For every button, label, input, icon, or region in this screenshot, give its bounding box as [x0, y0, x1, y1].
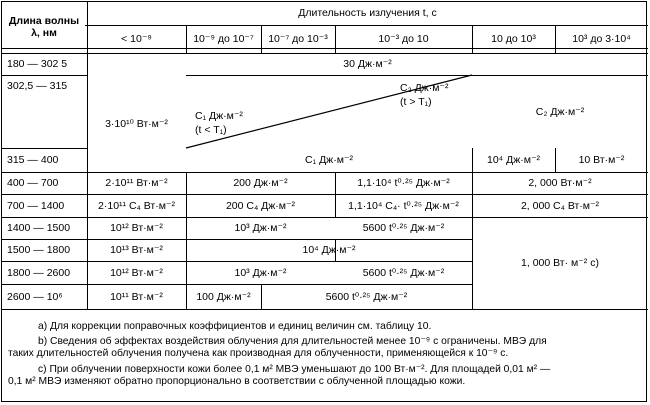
table-cell: 100 Дж·м⁻²	[196, 290, 251, 303]
footnote-a-text: а) Для коррекции поправочных коэффициентов и единиц величин см. таблицу 10.	[38, 321, 432, 332]
table-cell: 200 C₄ Дж·м⁻²	[225, 199, 296, 212]
table-cell: 1,1·10⁴ C₄· t⁰·²⁵ Дж·м⁻²	[348, 199, 459, 212]
table-cell: 10⁴ Дж·м⁻²	[302, 244, 356, 256]
table-cell: 2·10¹¹ C₄ Вт·м⁻²	[98, 199, 175, 212]
footnote-a	[8, 321, 644, 333]
header-duration: Длительность излучения t, с	[298, 7, 437, 19]
footnote-c	[8, 364, 644, 388]
row-wavelength: 1500 — 1800	[7, 244, 71, 256]
header-col-3: 10⁻⁷ до 10⁻³	[268, 33, 328, 45]
table-cell-c1-condition: (t < T₁)	[195, 124, 227, 136]
table-cell: 5600 t⁰·²⁵ Дж·м⁻²	[362, 266, 445, 279]
table-cell: 10¹² Вт·м⁻²	[110, 266, 163, 279]
row-wavelength: 2600 — 10⁶	[7, 290, 63, 303]
row-wavelength: 180 — 302 5	[7, 58, 68, 70]
table-cell: 5600 t⁰·²⁵ Дж·м⁻²	[325, 290, 408, 303]
row-wavelength: 700 — 1400	[7, 199, 65, 212]
header-wavelength-title: Длина волны	[8, 15, 80, 27]
table-cell: 2, 000 Вт·м⁻²	[528, 177, 592, 189]
table-cell: 10¹¹ Вт·м⁻²	[110, 290, 163, 303]
header-col-6: 10³ до 3·10⁴	[572, 33, 631, 45]
footnote-b	[8, 336, 644, 360]
table-cell-c2-label: C₂ Дж·м⁻²	[400, 82, 449, 94]
header-col-1: < 10⁻⁹	[121, 33, 152, 45]
footnote-b-line-1: b) Сведения об эффектах воздействия облучения для длительностей менее 10⁻⁹ с ограничены. МВЭ для	[38, 336, 547, 347]
table-cell-c2-condition: (t > T₁)	[400, 96, 432, 108]
header-wavelength-unit: λ, нм	[31, 27, 57, 39]
footnote-c-line-1: с) При облучении поверхности кожи более 0,1 м² МВЭ уменьшают до 100 Вт·м⁻². Для площадей 0,01 м² —	[38, 364, 551, 375]
table-cell: 1,1·10⁴ t⁰·²⁵ Дж·м⁻²	[357, 177, 450, 189]
header-wavelength	[1, 1, 87, 53]
table-cell: 2·10¹¹ Вт·м⁻²	[105, 177, 168, 189]
row-wavelength: 1400 — 1500	[7, 222, 71, 234]
table-cell: 5600 t⁰·²⁵ Дж·м⁻²	[362, 222, 445, 234]
table-cell: 3·10¹⁰ Вт·м⁻²	[105, 117, 168, 130]
footnote-c-line-2: 0,1 м² МВЭ изменяют обратно пропорционально в соответствии с облученной площадью кожи.	[8, 376, 466, 387]
table-cell: 10³ Дж·м⁻²	[234, 222, 287, 234]
row-wavelength: 1800 — 2600	[7, 266, 71, 279]
table-cell: C₁ Дж·м⁻²	[305, 154, 353, 166]
table-cell: 10¹² Вт·м⁻²	[110, 222, 163, 234]
table-cell: 10¹³ Вт·м⁻²	[110, 244, 163, 256]
table-cell: 1, 000 Вт· м⁻² с)	[521, 257, 599, 269]
table-cell: C₂ Дж·м⁻²	[535, 105, 585, 118]
row-wavelength: 302,5 — 315	[7, 80, 68, 92]
table-cell: 10³ Дж·м⁻²	[234, 266, 287, 279]
row-wavelength: 315 — 400	[7, 154, 59, 166]
row-wavelength: 400 — 700	[7, 177, 59, 189]
table-cell: 10 Вт·м⁻²	[578, 154, 625, 166]
table-cell: 30 Дж·м⁻²	[343, 58, 392, 70]
table-cell: 10⁴ Дж·м⁻²	[487, 154, 540, 166]
footnote-b-line-2: таких длительностей облучения получена как производная для облученности, применяющейся к 10⁻⁹ с.	[8, 348, 509, 359]
header-col-2: 10⁻⁹ до 10⁻⁷	[193, 33, 254, 45]
table-cell: 200 Дж·м⁻²	[233, 177, 288, 189]
table-cell-c1-label: C₁ Дж·м⁻²	[195, 110, 243, 122]
table-cell: 2, 000 C₄ Вт·м⁻²	[520, 199, 600, 212]
header-col-5: 10 до 10³	[491, 33, 536, 45]
header-col-4: 10⁻³ до 10	[378, 33, 429, 45]
